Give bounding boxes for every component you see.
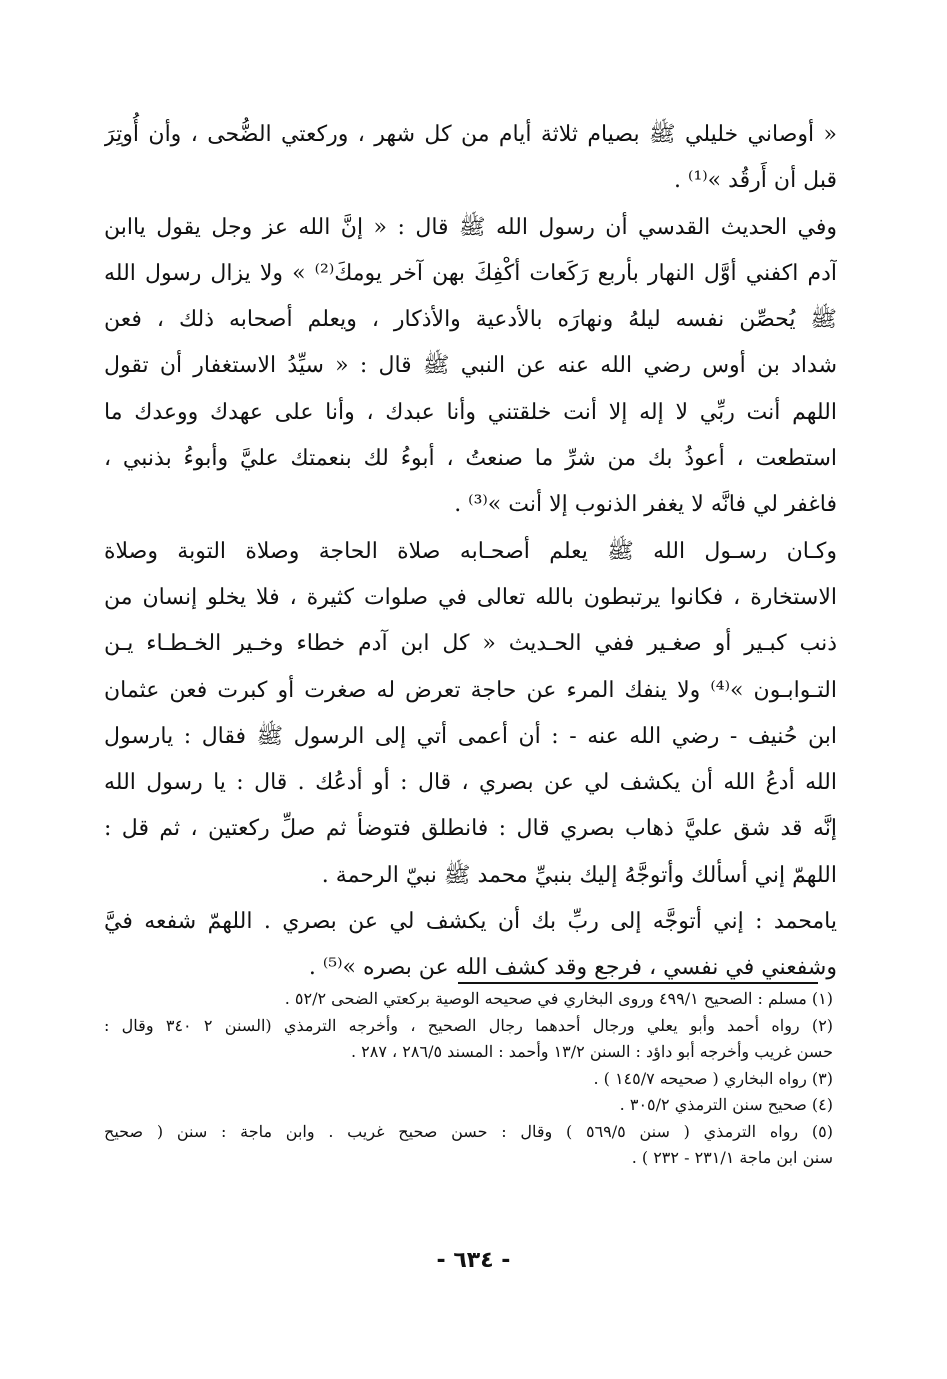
footnote-line: (٣) رواه البخاري ( صحيحه ١٤٥/٧ ) . — [593, 1068, 833, 1088]
text-line: الاستخارة ، فكانوا يرتبطون بالله تعالى في صلوات كثيرة ، فلا يخلو إنسان من — [104, 584, 837, 610]
text-line: « أوصاني خليلي ﷺ بصيام ثلاثة أيام من كل شهر ، وركعتي الضُّحى ، وأن أُوتِرَ — [104, 122, 837, 147]
text-line: قبل أن أَرقُد »⁽¹⁾ . — [674, 168, 837, 194]
footnote-line: (٢) رواه أحمد وأبو يعلي ورجال أحدهما رجال الصحيح ، وأخرجه الترمذي (السنن ٢ ٣٤٠ وقال : — [104, 1015, 833, 1035]
text-line: اللهمّ إني أسألك وأتوجَّهُ إليك بنبيِّ محمد ﷺ نبيّ الرحمة . — [321, 862, 837, 888]
text-line: وفي الحديث القدسي أن رسول الله ﷺ قال : « إنَّ الله عز وجل يقول ياابن — [104, 214, 837, 240]
text-line: ﷺ يُحصِّن نفسه ليلهُ ونهارَه بالأدعية والأذكار ، ويعلم أصحابه ذلك ، فعن — [104, 307, 837, 333]
footnote-line: حسن غريب وأخرجه أبو داؤد : السنن ١٣/٢ وأحمد : المسند ٢٨٦/٥ ، ٢٨٧ . — [351, 1042, 833, 1061]
text-line: الله أدعُ الله أن يكشف لي عن بصري ، قال : أو أدعُك . قال : يا رسول الله — [104, 770, 837, 796]
page-number: - ٦٣٤ - — [436, 1248, 511, 1273]
text-line: آدم اكفني أوَّل النهار بأربع رَكَعات أكْفِكَ بهن آخر يومكَ⁽²⁾ » ولا يزال رسول الله — [104, 260, 837, 286]
footnote-line: (٤) صحيح سنن الترمذي ٣٠٥/٢ . — [619, 1095, 833, 1114]
text-line: وكـان رسـول الله ﷺ يعلم أصحـابه صلاة الحاجة وصلاة التوبة وصلاة — [104, 538, 837, 564]
footnote-line: (٥) رواه الترمذي ( سنن ٥٦٩/٥ ) وقال : حسن صحيح غريب . وابن ماجة : سنن ( صحيح — [104, 1121, 833, 1141]
text-line: شداد بن أوس رضي الله عنه عن النبي ﷺ قال : « سيِّدُ الاستغفار أن تقول — [104, 353, 837, 379]
text-line: وشفعني في نفسي ، فرجع وقد كشف الله عن بصره »⁽⁵⁾ . — [308, 955, 837, 981]
text-line: إنَّه قد شق عليَّ ذهاب بصري قال : فانطلق فتوضأ ثم صلِّ ركعتين ، ثم قل : — [104, 816, 837, 842]
text-line: استطعت ، أعوذُ بك من شرِّ ما صنعتُ ، أبوءُ لك بنعمتك عليَّ وأبوءُ بذنبي ، — [104, 446, 837, 472]
text-line: فاغفر لي فانَّه لا يغفر الذنوب إلا أنت »⁽³⁾ . — [454, 492, 837, 518]
text-line: التـوابـون »⁽⁴⁾ ولا ينفك المرء عن حاجة تعرض له صغرت أو كبرت فعن عثمان — [104, 677, 837, 703]
footnotes — [104, 986, 833, 1172]
text-line: اللهم أنت ربِّي لا إله إلا أنت خلقتني وأنا عبدك ، وأنا على عهدك ووعدك ما — [104, 399, 837, 425]
main-text — [104, 112, 837, 992]
footnote-divider — [458, 982, 818, 984]
text-line: يامحمد : إني أتوجَّه إلى ربِّ بك أن يكشف لي عن بصري . اللهمّ شفعه فيَّ — [104, 909, 837, 935]
text-line: ذنب كبـير أو صغـير ففي الحـديث « كل ابن آدم خطاء وخـير الخـطـاء يـن — [104, 631, 837, 657]
text-line: ابن حُنيف - رضي الله عنه - : أن أعمى أتي إلى الرسول ﷺ فقال : يارسول — [104, 723, 837, 749]
footnote-line: سنن ابن ماجة ٢٣١/١ - ٢٣٢ ) . — [631, 1148, 833, 1167]
footnote-line: (١) مسلم : الصحيح ٤٩٩/١ وروى البخاري في صحيحه الوصية بركعتي الضحى ٥٢/٢ . — [284, 989, 833, 1008]
